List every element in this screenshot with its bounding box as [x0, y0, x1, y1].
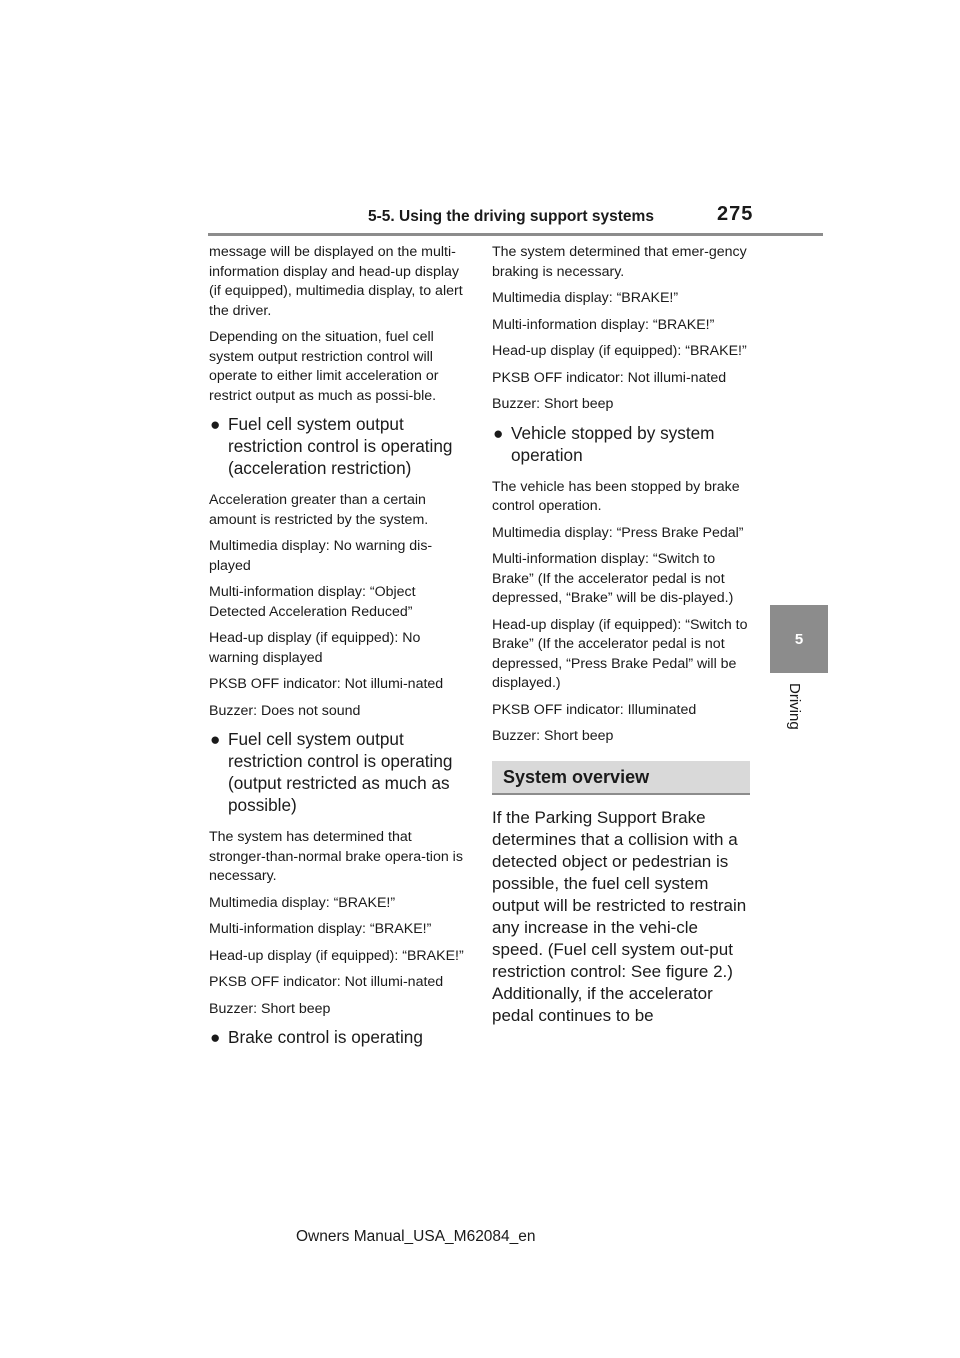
bullet-heading	[209, 728, 467, 816]
paragraph: Buzzer: Short beep	[492, 728, 614, 744]
paragraph: PKSB OFF indicator: Not illumi-nated	[209, 974, 444, 990]
paragraph: Buzzer: Does not sound	[209, 702, 361, 719]
bullet-heading-text: Fuel cell system output restriction control is operating (acceleration restriction)	[228, 414, 453, 478]
paragraph: The system has determined that stronger-than-normal brake opera-tion is necessary.	[209, 829, 463, 884]
paragraph: Multimedia display: “Press Brake Pedal”	[492, 524, 744, 541]
bullet-heading-text: Fuel cell system output restriction control is operating (output restricted as much as possible)	[228, 729, 453, 815]
bullet-icon: ●	[210, 414, 221, 434]
paragraph: Head-up display (if equipped): “BRAKE!”	[492, 343, 747, 359]
paragraph: PKSB OFF indicator: Not illumi-nated	[492, 369, 727, 386]
left-column	[209, 243, 467, 1060]
paragraph: The vehicle has been stopped by brake control operation.	[492, 478, 740, 514]
bullet-icon: ●	[210, 1027, 221, 1047]
paragraph: Multimedia display: No warning dis-played	[209, 538, 433, 574]
chapter-label: Driving	[786, 683, 803, 730]
paragraph: Multi-information display: “Switch to Brake” (If the accelerator pedal is not depressed, “Brake” will be dis-played.)	[492, 551, 734, 606]
section-title: 5-5. Using the driving support systems	[368, 208, 654, 225]
bullet-icon: ●	[210, 729, 221, 749]
page-number: 275	[717, 203, 754, 225]
paragraph: Multi-information display: “BRAKE!”	[209, 921, 432, 937]
header-rule	[208, 233, 823, 236]
paragraph: Acceleration greater than a certain amount is restricted by the system.	[209, 492, 429, 528]
bullet-heading-text: Vehicle stopped by system operation	[511, 422, 715, 465]
footer-text: Owners Manual_USA_M62084_en	[296, 1228, 536, 1245]
paragraph: Multimedia display: “BRAKE!”	[209, 894, 396, 911]
bullet-heading	[209, 1026, 467, 1048]
paragraph: message will be displayed on the multi-information display and head-up display (if equipped), multimedia display, to alert the driver.	[209, 244, 463, 319]
bullet-heading-text: Brake control is operating	[228, 1027, 423, 1047]
paragraph: Buzzer: Short beep	[209, 1000, 331, 1017]
paragraph: The system determined that emer-gency braking is necessary.	[492, 244, 747, 280]
section-heading: System overview	[492, 761, 750, 795]
paragraph: PKSB OFF indicator: Illuminated	[492, 701, 697, 718]
paragraph: Buzzer: Short beep	[492, 396, 614, 412]
bullet-heading	[209, 413, 467, 479]
overview-paragraph: If the Parking Support Brake determines that a collision with a detected object or pedestrian is possible, the fuel cell system output will be restricted to restrain any increase in the vehi-cle speed. (Fuel cell system out-put restriction control: See figure 2.) Additionally, if the accelerator pedal continues to be	[492, 807, 747, 1025]
paragraph: PKSB OFF indicator: Not illumi-nated	[209, 676, 444, 692]
paragraph: Head-up display (if equipped): “BRAKE!”	[209, 947, 464, 964]
paragraph: Multimedia display: “BRAKE!”	[492, 290, 679, 306]
bullet-icon: ●	[493, 422, 504, 443]
paragraph: Head-up display (if equipped): No warning displayed	[209, 630, 421, 666]
chapter-number: 5	[794, 630, 804, 648]
paragraph: Multi-information display: “BRAKE!”	[492, 316, 715, 333]
right-column	[492, 243, 750, 1027]
paragraph: Depending on the situation, fuel cell system output restriction control will operate to either limit acceleration or restrict output as much as possi-ble.	[209, 329, 439, 404]
paragraph: Multi-information display: “Object Detected Acceleration Reduced”	[209, 584, 416, 620]
bullet-heading	[492, 422, 750, 466]
chapter-tab[interactable]	[770, 605, 828, 673]
paragraph: Head-up display (if equipped): “Switch to Brake” (If the accelerator pedal is not depressed, “Press Brake Pedal” will be displayed.)	[492, 616, 748, 691]
